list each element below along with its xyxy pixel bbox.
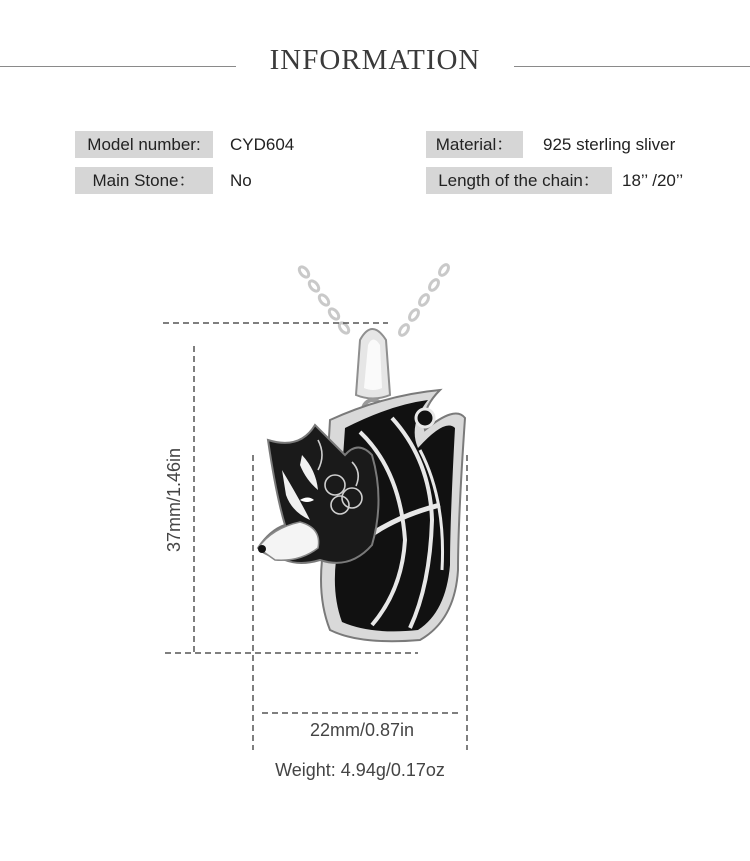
chain-length-value: 18’’ /20’’ (622, 171, 684, 190)
chain-length-label: Length of the chain： (426, 167, 612, 194)
model-number-value: CYD604 (230, 135, 295, 154)
model-number-label: Model number: (75, 131, 213, 158)
chain-image (297, 263, 450, 337)
material-value: 925 sterling sliver (543, 135, 676, 154)
height-dimension-label: 37mm/1.46in (164, 447, 184, 553)
material-label: Material： (426, 131, 523, 158)
weight-label: Weight: 4.94g/0.17oz (275, 760, 445, 780)
width-dimension-label: 22mm/0.87in (309, 720, 415, 740)
wolf-pendant-image (258, 390, 465, 641)
main-stone-value: No (230, 171, 252, 190)
page-title: INFORMATION (269, 44, 481, 76)
main-stone-label: Main Stone： (75, 167, 213, 194)
